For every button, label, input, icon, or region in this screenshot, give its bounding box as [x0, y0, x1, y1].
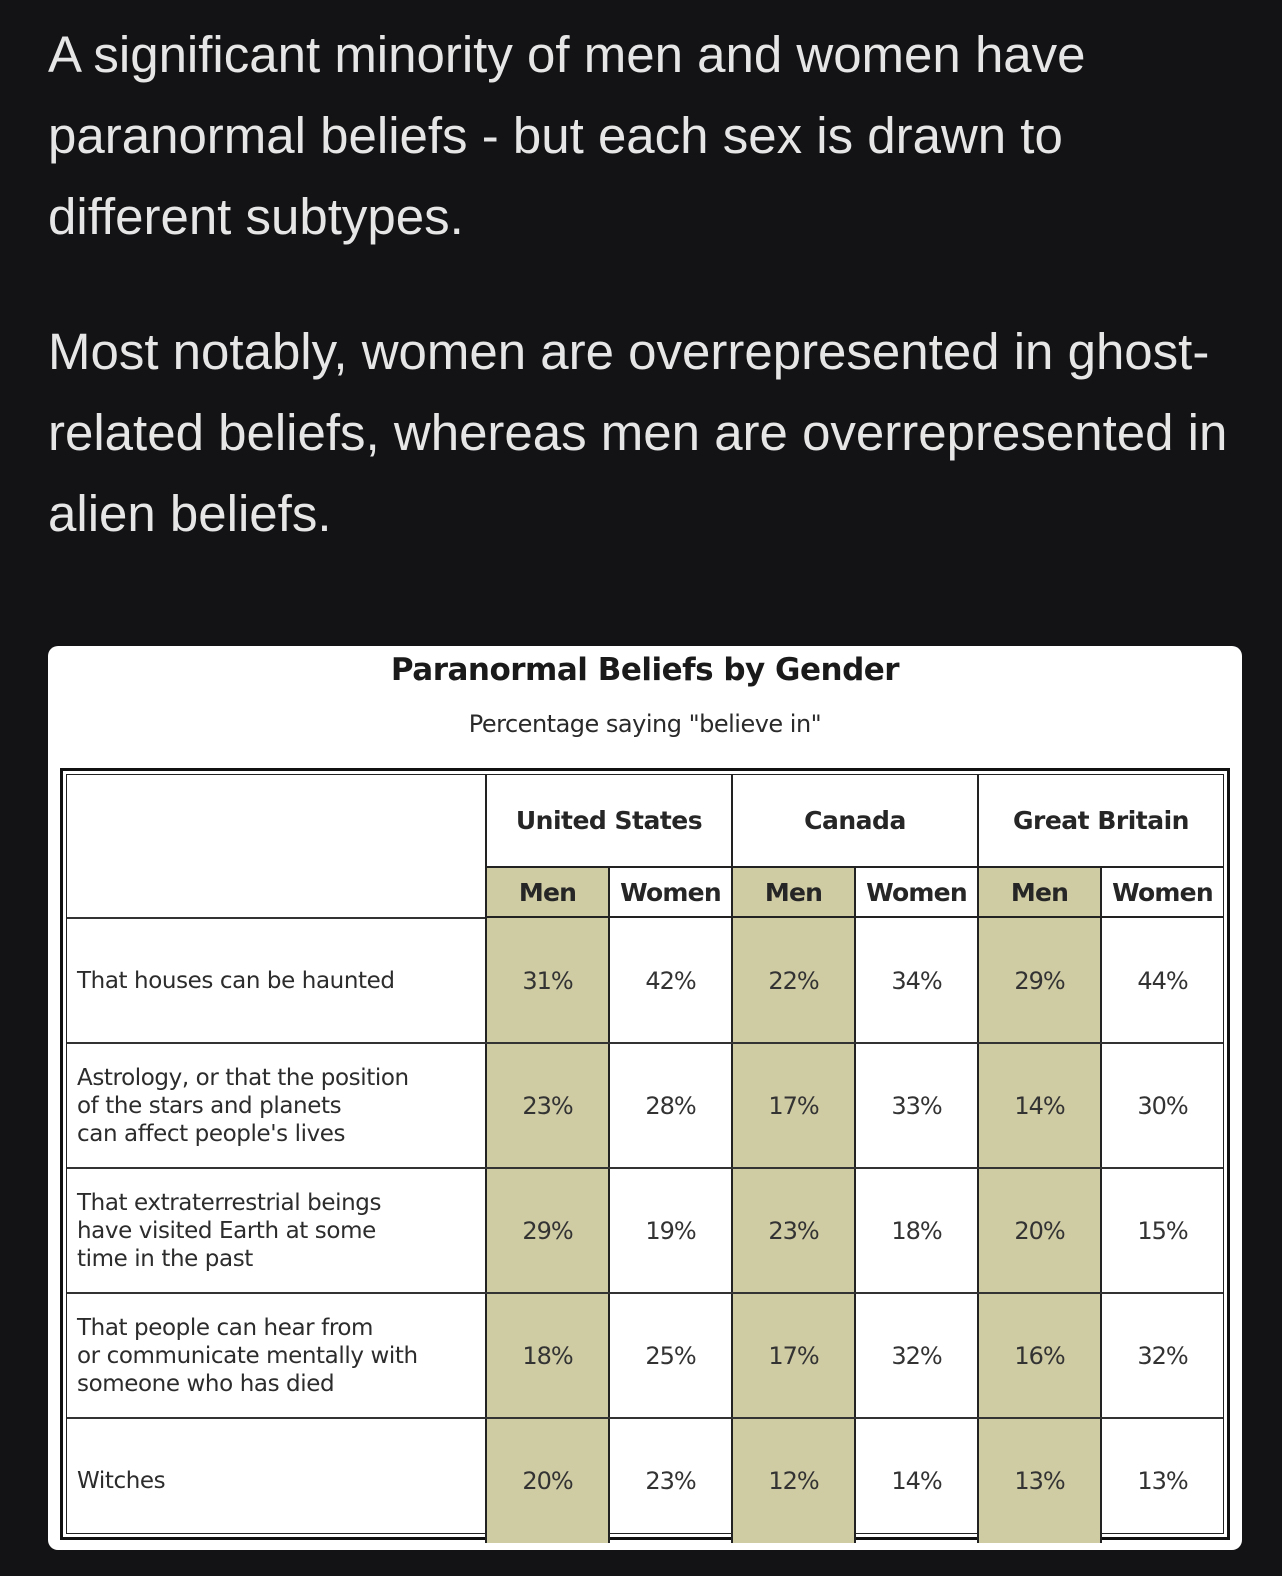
- row-divider: [67, 1292, 1223, 1294]
- table-cell-value: 42%: [608, 918, 731, 1043]
- table-cell-value: 19%: [608, 1168, 731, 1293]
- table-cell-value: 18%: [485, 1293, 608, 1418]
- row-divider: [67, 1042, 1223, 1044]
- post-body: [48, 14, 1238, 608]
- table-cell-value: 28%: [608, 1043, 731, 1168]
- row-label: Witches: [77, 1467, 166, 1494]
- gender-header: Women: [854, 866, 977, 918]
- table-cell-value: 20%: [977, 1168, 1100, 1293]
- table-cell-value: 12%: [731, 1418, 854, 1543]
- gender-header: Women: [1100, 866, 1223, 918]
- row-label: That extraterrestrial beings have visited Earth at some time in the past: [77, 1189, 382, 1272]
- row-label: Astrology, or that the position of the stars and planets can affect people's lives: [77, 1064, 409, 1147]
- table-cell-value: 31%: [485, 918, 608, 1043]
- table-cell-value: 25%: [608, 1293, 731, 1418]
- gender-header: Men: [485, 866, 608, 918]
- post-paragraph: Most notably, women are overrepresented in ghost-related beliefs, whereas men are overrepresented in alien beliefs.: [48, 323, 1228, 542]
- post-paragraph: A significant minority of men and women have paranormal beliefs - but each sex is drawn to different subtypes.: [48, 26, 1086, 245]
- table-cell-value: 29%: [977, 918, 1100, 1043]
- table-cell-value: 29%: [485, 1168, 608, 1293]
- country-header: Canada: [731, 775, 977, 866]
- table-cell-value: 23%: [608, 1418, 731, 1543]
- row-divider: [67, 1167, 1223, 1169]
- table-cell-value: 23%: [485, 1043, 608, 1168]
- table-cell-value: 14%: [854, 1418, 977, 1543]
- table-cell-value: 23%: [731, 1168, 854, 1293]
- table-cell-value: 20%: [485, 1418, 608, 1543]
- row-label: That houses can be haunted: [77, 967, 395, 994]
- table-cell-value: 18%: [854, 1168, 977, 1293]
- table-cell-value: 16%: [977, 1293, 1100, 1418]
- gender-header: Women: [608, 866, 731, 918]
- table-cell-value: 13%: [1100, 1418, 1223, 1543]
- beliefs-table: [60, 768, 1230, 1540]
- table-cell-value: 17%: [731, 1293, 854, 1418]
- beliefs-table-body: [66, 774, 1224, 1534]
- table-cell-value: 33%: [854, 1043, 977, 1168]
- table-cell-value: 13%: [977, 1418, 1100, 1543]
- table-cell-value: 44%: [1100, 918, 1223, 1043]
- country-header: Great Britain: [977, 775, 1223, 866]
- table-cell-value: 32%: [854, 1293, 977, 1418]
- table-cell-value: 22%: [731, 918, 854, 1043]
- country-header: United States: [485, 775, 731, 866]
- row-divider: [67, 1417, 1223, 1419]
- table-image-card[interactable]: [48, 646, 1242, 1550]
- table-subtitle: Percentage saying "believe in": [468, 710, 822, 738]
- row-label: That people can hear from or communicate mentally with someone who has died: [77, 1314, 418, 1397]
- gender-header: Men: [977, 866, 1100, 918]
- table-title: Paranormal Beliefs by Gender: [390, 652, 900, 688]
- table-cell-value: 30%: [1100, 1043, 1223, 1168]
- table-cell-value: 34%: [854, 918, 977, 1043]
- table-cell-value: 17%: [731, 1043, 854, 1168]
- table-cell-value: 32%: [1100, 1293, 1223, 1418]
- gender-header: Men: [731, 866, 854, 918]
- table-cell-value: 15%: [1100, 1168, 1223, 1293]
- table-cell-value: 14%: [977, 1043, 1100, 1168]
